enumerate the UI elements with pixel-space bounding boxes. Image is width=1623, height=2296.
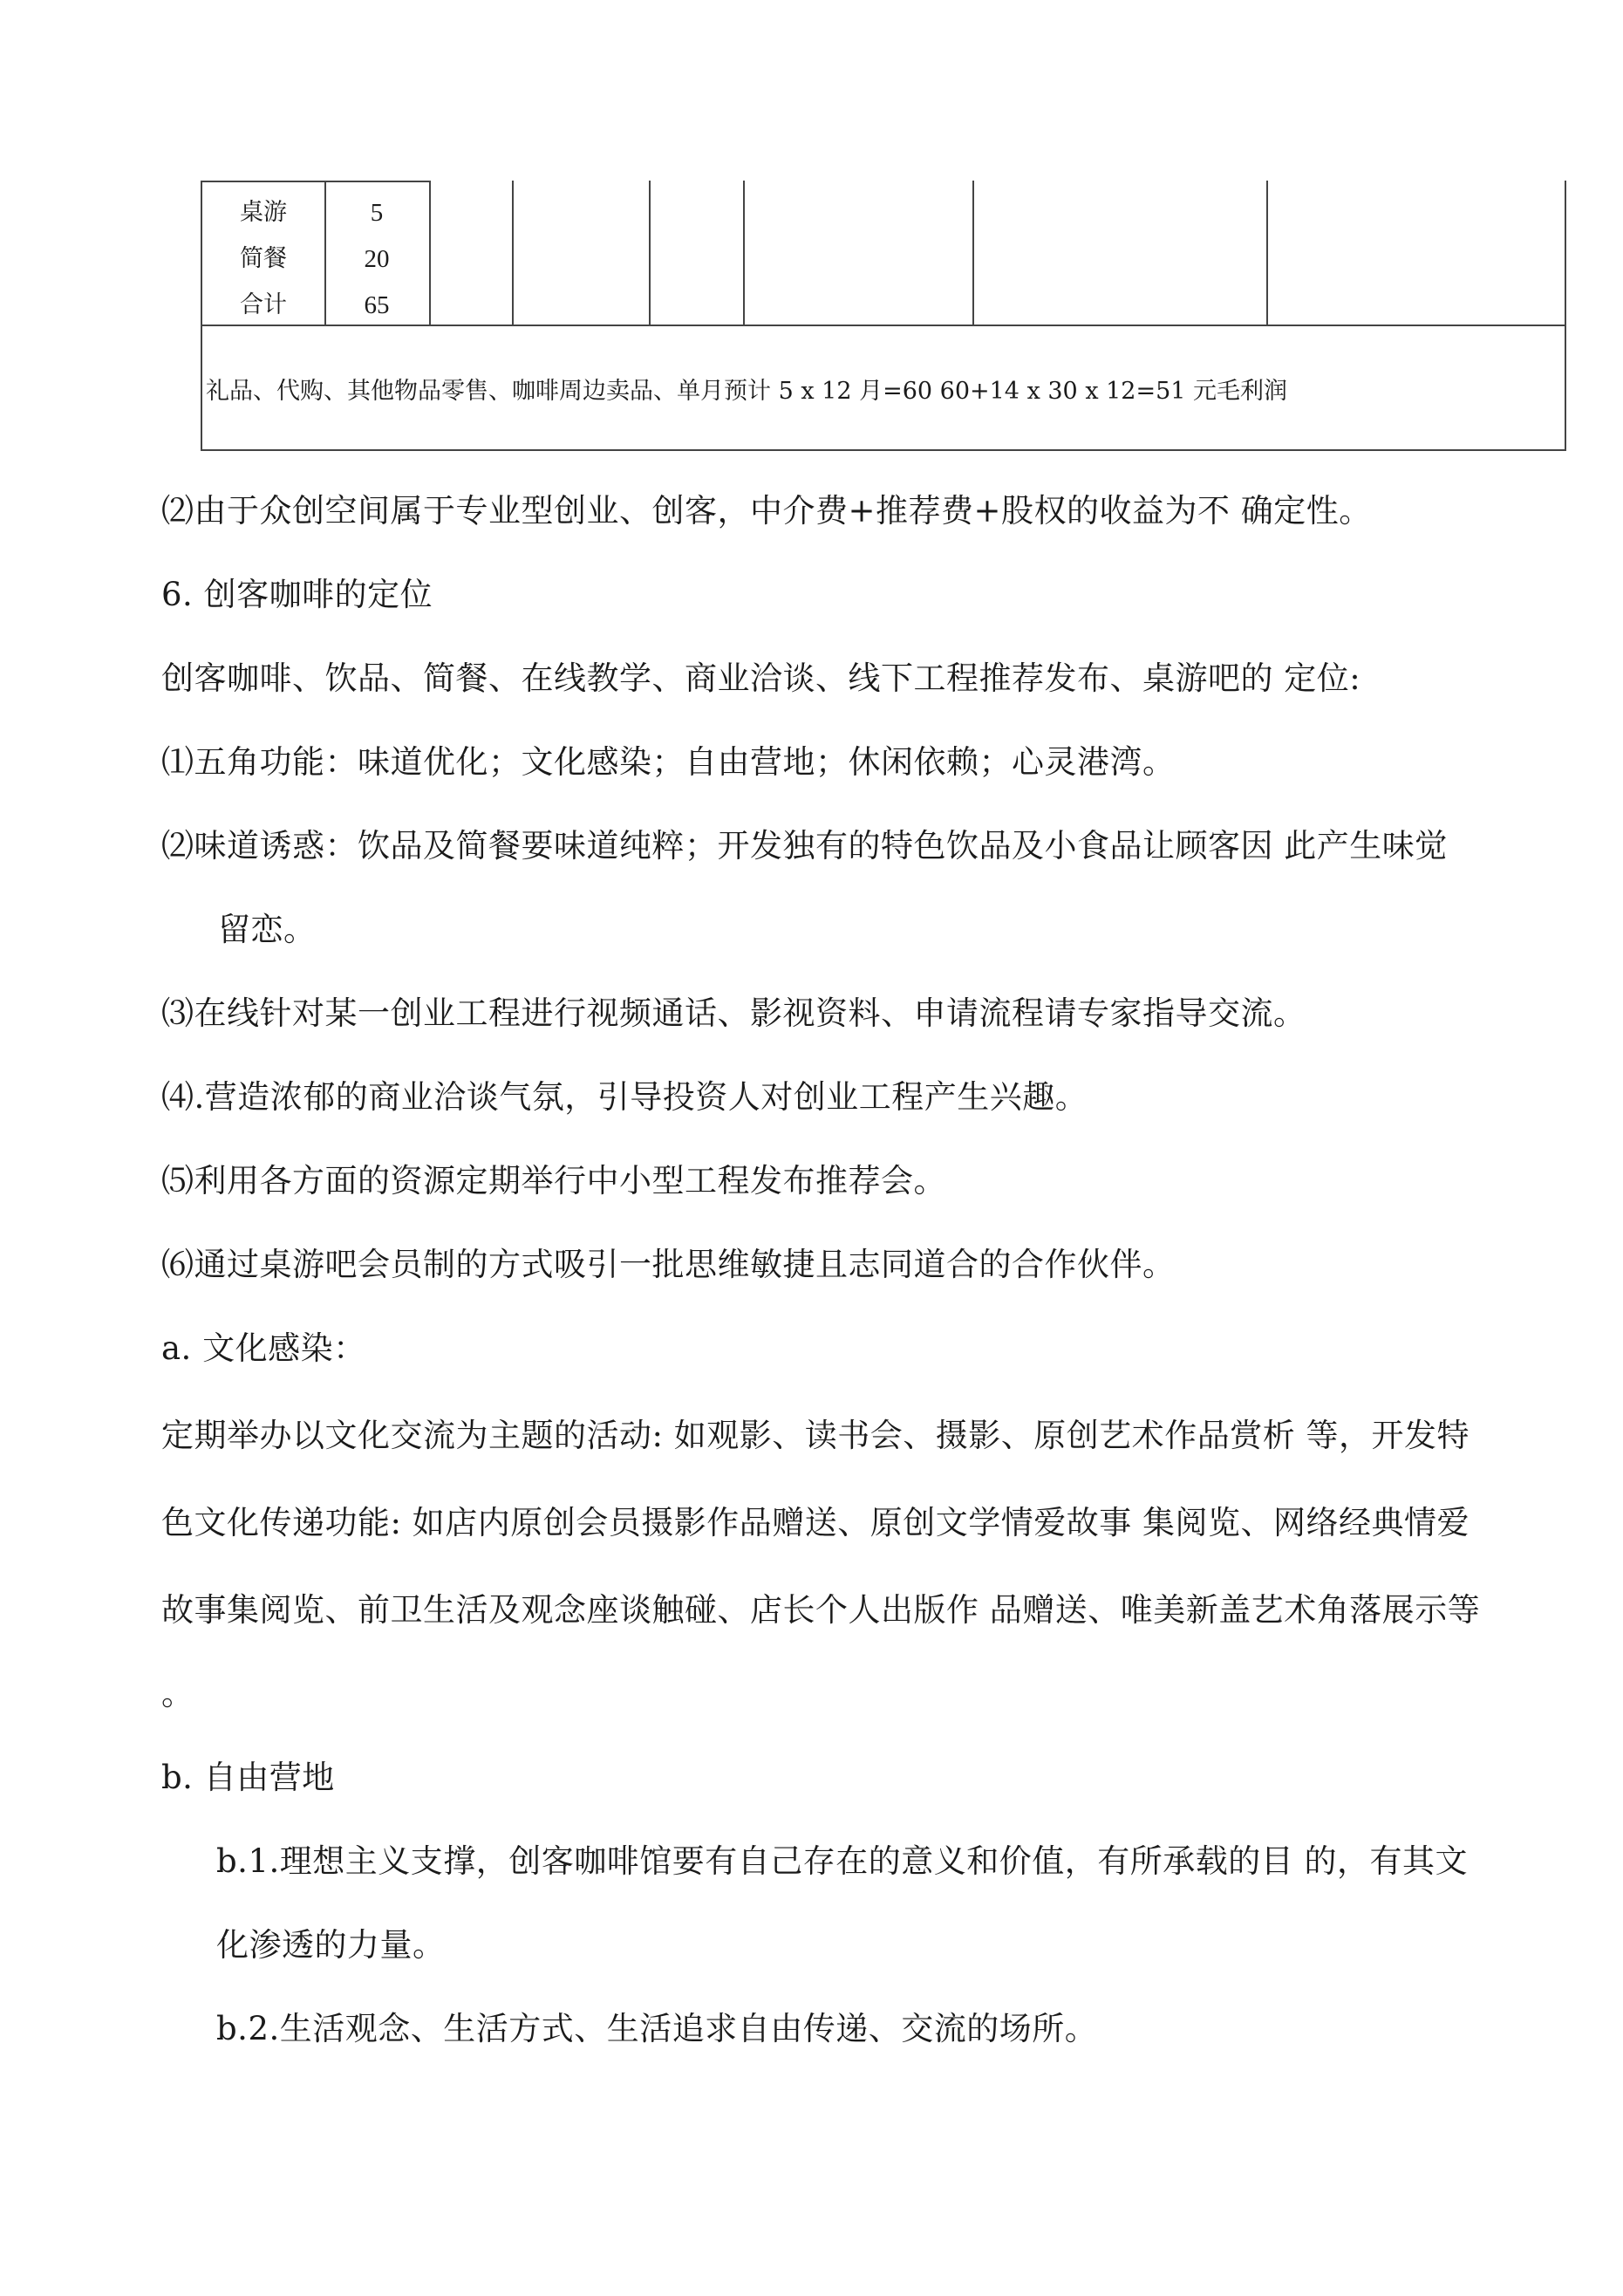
- subsection-heading: a. 文化感染：: [161, 1329, 366, 1367]
- paragraph: ⑵由于众创空间属于专业型创业、创客，中介费+推荐费+股权的收益为不 确定性。: [161, 492, 1372, 530]
- list-item: ⑸利用各方面的资源定期举行中小型工程发布推荐会。: [161, 1162, 946, 1199]
- paragraph: 故事集阅览、前卫生活及观念座谈触碰、店长个人出版作 品赠送、唯美新盖艺术角落展示等: [161, 1591, 1481, 1629]
- table-cell-item: 桌游: [240, 199, 287, 226]
- paragraph: 定期举办以文化交流为主题的活动: 如观影、读书会、摄影、原创艺术作品赏析 等，开发特: [161, 1417, 1470, 1454]
- list-item: ⑴五角功能：味道优化；文化感染；自由营地；休闲依赖；心灵港湾。: [161, 743, 1176, 781]
- table-note: 礼品、代购、其他物品零售、咖啡周边卖品、单月预计 5 x 12 月=60 60+14 x 30 x 12=51 元毛利润: [206, 378, 1288, 405]
- table-cell-value: 65: [364, 291, 390, 319]
- table-divider: [649, 181, 651, 325]
- table-divider: [512, 181, 514, 325]
- table-cell-value: 5: [370, 199, 384, 227]
- paragraph: 。: [161, 1675, 194, 1712]
- table-top-border: [202, 181, 431, 182]
- table-cell-item: 合计: [240, 291, 287, 318]
- paragraph: 化渗透的力量。: [216, 1926, 446, 1964]
- table-divider: [429, 181, 431, 325]
- paragraph: 创客咖啡、饮品、简餐、在线教学、商业洽谈、线下工程推荐发布、桌游吧的 定位:: [161, 659, 1361, 697]
- list-item: ⑷.营造浓郁的商业洽谈气氛，引导投资人对创业工程产生兴趣。: [161, 1078, 1088, 1116]
- list-item: ⑵味道诱惑：饮品及简餐要味道纯粹；开发独有的特色饮品及小食品让顾客因 此产生味觉: [161, 827, 1448, 864]
- list-item: ⑶在线针对某一创业工程进行视频通话、影视资料、申请流程请专家指导交流。: [161, 994, 1306, 1032]
- list-item-continuation: 留恋。: [218, 911, 317, 948]
- paragraph: b.1.理想主义支撑，创客咖啡馆要有自己存在的意义和价值，有所承载的目 的，有其文: [216, 1842, 1469, 1880]
- section-heading: 6. 创客咖啡的定位: [161, 576, 433, 613]
- subsection-heading: b. 自由营地: [161, 1759, 335, 1796]
- table-cell-value: 20: [364, 245, 390, 273]
- list-item: ⑹通过桌游吧会员制的方式吸引一批思维敏捷且志同道合的合作伙伴。: [161, 1246, 1176, 1283]
- table-divider: [972, 181, 974, 325]
- paragraph: b.2.生活观念、生活方式、生活追求自由传递、交流的场所。: [216, 2010, 1098, 2047]
- table-divider: [743, 181, 745, 325]
- table-divider: [1266, 181, 1268, 325]
- paragraph: 色文化传递功能: 如店内原创会员摄影作品赠送、原创文学情爱故事 集阅览、网络经典情爱: [161, 1504, 1470, 1541]
- revenue-table: [201, 181, 1566, 451]
- table-cell-item: 简餐: [240, 245, 287, 272]
